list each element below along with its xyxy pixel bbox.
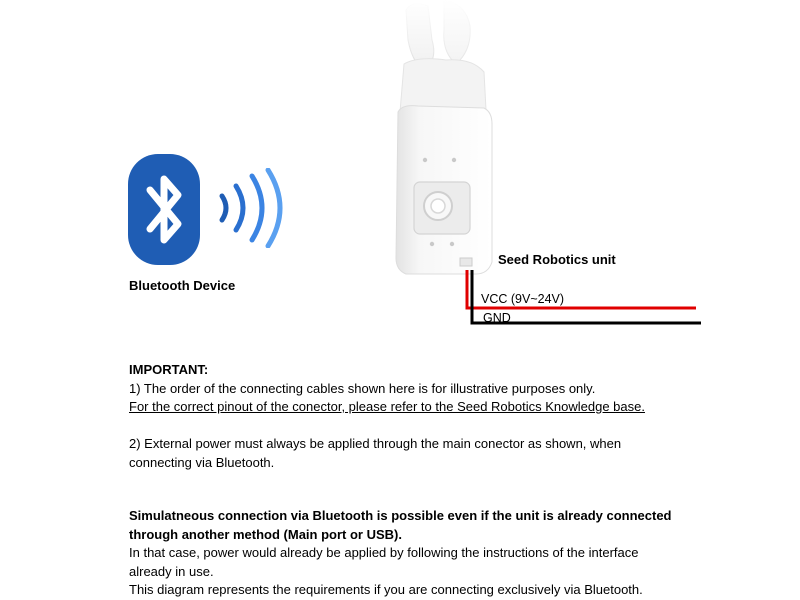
robotics-unit-label: Seed Robotics unit — [498, 252, 616, 267]
unit-cable-port — [460, 258, 472, 266]
note-1: 1) The order of the connecting cables shown here is for illustrative purposes only. — [129, 380, 596, 396]
unit-connector-pin — [431, 199, 445, 213]
signal-wave-1 — [222, 196, 226, 220]
gnd-wire-label: GND — [483, 311, 511, 325]
bluetooth-device-label: Bluetooth Device — [129, 278, 236, 293]
unit-screw-dot — [423, 158, 427, 162]
note-2-line-2: connecting via Bluetooth. — [129, 454, 275, 470]
power-note-line-3: This diagram represents the requirements if you are connecting exclusively via Bluetooth. — [129, 582, 643, 597]
unit-screw-dot — [450, 242, 454, 246]
unit-screw-dot — [430, 242, 434, 246]
simultaneous-note-line-2: through another method (Main port or USB). — [129, 526, 402, 542]
signal-waves-icon — [214, 168, 286, 248]
important-heading: IMPORTANT: — [129, 362, 209, 377]
unit-screw-dot — [452, 158, 456, 162]
robotics-unit-image — [388, 0, 500, 282]
notes-section — [129, 361, 749, 600]
note-2-line-1: 2) External power must always be applied through the main conector as shown, when — [129, 436, 622, 451]
signal-wave-3 — [252, 176, 262, 240]
bluetooth-icon — [128, 154, 200, 265]
power-note-line-2: already in use. — [129, 563, 214, 579]
signal-wave-2 — [236, 186, 243, 230]
simultaneous-note-line-1: Simulatneous connection via Bluetooth is possible even if the unit is already connected — [129, 508, 672, 523]
vcc-wire-label: VCC (9V~24V) — [481, 292, 565, 306]
unit-top-fade — [388, 0, 500, 60]
knowledge-base-reference: For the correct pinout of the conector, please refer to the Seed Robotics Knowledge base. — [129, 399, 645, 414]
unit-upper-block — [400, 59, 486, 112]
signal-wave-4 — [268, 170, 280, 246]
power-note-line-1: In that case, power would already be applied by following the instructions of the interface — [129, 545, 639, 560]
